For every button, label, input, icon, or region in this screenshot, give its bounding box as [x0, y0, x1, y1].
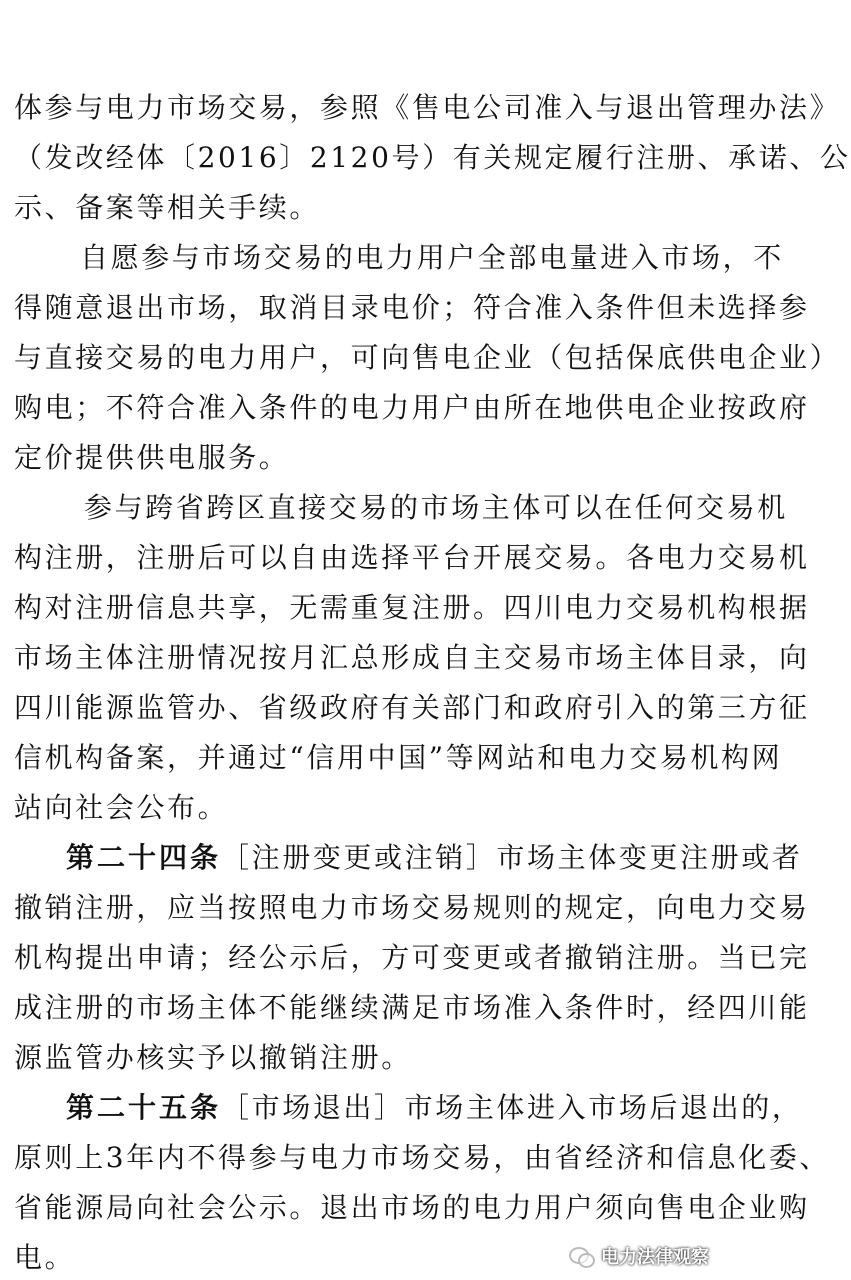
text-line: 购电；不符合准入条件的电力用户由所在地供电企业按政府	[14, 391, 810, 424]
text-line: 信机构备案，并通过“信用中国”等网站和电力交易机构网	[14, 741, 783, 774]
text-line: 源监管办核实予以撤销注册。	[14, 1041, 412, 1074]
text-line: 机构提出申请；经公示后，方可变更或者撤销注册。当已完	[14, 941, 810, 974]
article-24-heading: 第二十四条	[66, 841, 222, 874]
text-line: 市场主体注册情况按月汇总形成自主交易市场主体目录，向	[14, 641, 810, 674]
text-line: 四川能源监管办、省级政府有关部门和政府引入的第三方征	[14, 691, 810, 724]
text-line: 与直接交易的电力用户，可向售电企业（包括保底供电企业）	[14, 341, 841, 374]
text-line: 得随意退出市场，取消目录电价；符合准入条件但未选择参	[14, 291, 810, 324]
text-line: 撤销注册，应当按照电力市场交易规则的规定，向电力交易	[14, 891, 810, 924]
text-line: 自愿参与市场交易的电力用户全部电量进入市场，不	[80, 241, 784, 274]
watermark	[569, 1242, 709, 1270]
text-line: （发改经体〔2016〕2120号）有关规定履行注册、承诺、公	[14, 141, 851, 174]
text-line: 体参与电力市场交易，参照《售电公司准入与退出管理办法》	[14, 91, 841, 124]
article-24-first-line	[66, 838, 803, 878]
article-25-first-line	[66, 1088, 803, 1128]
text-line: 示、备案等相关手续。	[14, 191, 321, 224]
text-line: 定价提供供电服务。	[14, 441, 290, 474]
text-line: 电。	[14, 1241, 76, 1274]
text-line: 构对注册信息共享，无需重复注册。四川电力交易机构根据	[14, 591, 810, 624]
text-line: 参与跨省跨区直接交易的市场主体可以在任何交易机	[84, 491, 788, 524]
article-25-text: ［市场退出］市场主体进入市场后退出的，	[221, 1091, 803, 1124]
text-line: 省能源局向社会公示。退出市场的电力用户须向售电企业购	[14, 1191, 810, 1224]
article-25-heading: 第二十五条	[66, 1091, 222, 1124]
text-line: 构注册，注册后可以自由选择平台开展交易。各电力交易机	[14, 541, 810, 574]
text-line: 成注册的市场主体不能继续满足市场准入条件时，经四川能	[14, 991, 810, 1024]
article-24-text: ［注册变更或注销］市场主体变更注册或者	[221, 841, 803, 874]
watermark-text: 电力法律观察	[601, 1247, 709, 1268]
wechat-icon	[569, 1245, 595, 1267]
text-line: 站向社会公布。	[14, 791, 229, 824]
text-line: 原则上3年内不得参与电力市场交易，由省经济和信息化委、	[14, 1141, 831, 1174]
